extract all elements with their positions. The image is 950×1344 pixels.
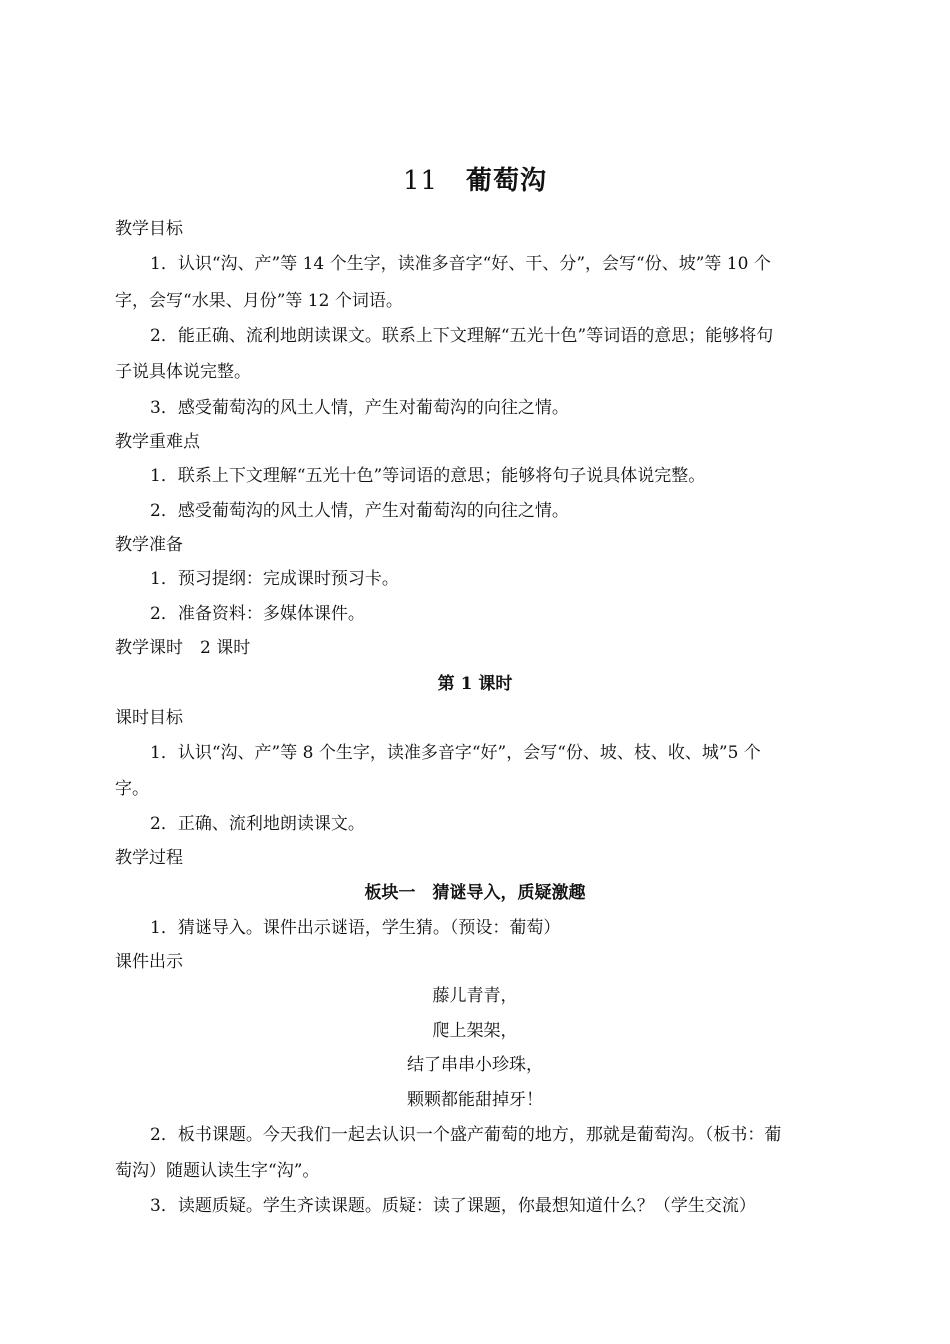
goal-3: 3．感受葡萄沟的风土人情，产生对葡萄沟的向往之情。 <box>150 398 569 418</box>
preparation-heading: 教学准备 <box>115 535 183 555</box>
key-points-heading: 教学重难点 <box>115 432 200 452</box>
key-point-1: 1．联系上下文理解“五光十色”等词语的意思；能够将句子说具体说完整。 <box>150 466 706 486</box>
block-1-heading: 板块一 猜谜导入，质疑激趣 <box>364 883 586 903</box>
lesson-goal-1-line-2: 字。 <box>115 779 149 799</box>
step-2-line-1: 2．板书课题。今天我们一起去认识一个盛产葡萄的地方，那就是葡萄沟。（板书：葡 <box>150 1125 782 1145</box>
goal-1-line-2: 字，会写“水果、月份”等 12 个词语。 <box>115 291 403 311</box>
goal-2-line-2: 子说具体说完整。 <box>115 362 251 382</box>
key-point-2: 2．感受葡萄沟的风土人情，产生对葡萄沟的向往之情。 <box>150 501 569 521</box>
lesson-1-heading: 第 1 课时 <box>437 674 513 694</box>
goal-1-line-1: 1．认识“沟、产”等 14 个生字，读准多音字“好、干、分”，会写“份、坡”等 10 个 <box>150 254 771 274</box>
goals-heading: 教学目标 <box>115 219 183 239</box>
lesson-goals-heading: 课时目标 <box>115 708 183 728</box>
lesson-number: 11 <box>402 166 439 196</box>
lesson-goal-2: 2．正确、流利地朗读课文。 <box>150 814 365 834</box>
goal-2-line-1: 2．能正确、流利地朗读课文。联系上下文理解“五光十色”等词语的意思；能够将句 <box>150 326 774 346</box>
lesson-title-text: 葡萄沟 <box>466 166 548 196</box>
step-3: 3．读题质疑。学生齐读课题。质疑：读了课题，你最想知道什么？（学生交流） <box>150 1196 756 1216</box>
courseware-label: 课件出示 <box>115 952 183 972</box>
riddle-line-3: 结了串串小珍珠， <box>407 1055 543 1075</box>
process-heading: 教学过程 <box>115 848 183 868</box>
riddle-line-4: 颗颗都能甜掉牙！ <box>407 1090 543 1110</box>
step-1: 1．猜谜导入。课件出示谜语，学生猜。（预设：葡萄） <box>150 918 561 938</box>
step-2-line-2: 萄沟）随题认读生字“沟”。 <box>115 1161 320 1181</box>
riddle-line-1: 藤儿青青， <box>432 986 518 1006</box>
page-title <box>0 160 950 197</box>
teaching-hours: 教学课时 2 课时 <box>115 638 251 658</box>
preparation-1: 1．预习提纲：完成课时预习卡。 <box>150 569 399 589</box>
preparation-2: 2．准备资料：多媒体课件。 <box>150 604 365 624</box>
riddle-line-2: 爬上架架， <box>432 1021 518 1041</box>
lesson-goal-1-line-1: 1．认识“沟、产”等 8 个生字，读准多音字“好”，会写“份、坡、枝、收、城”5 个 <box>150 743 761 763</box>
